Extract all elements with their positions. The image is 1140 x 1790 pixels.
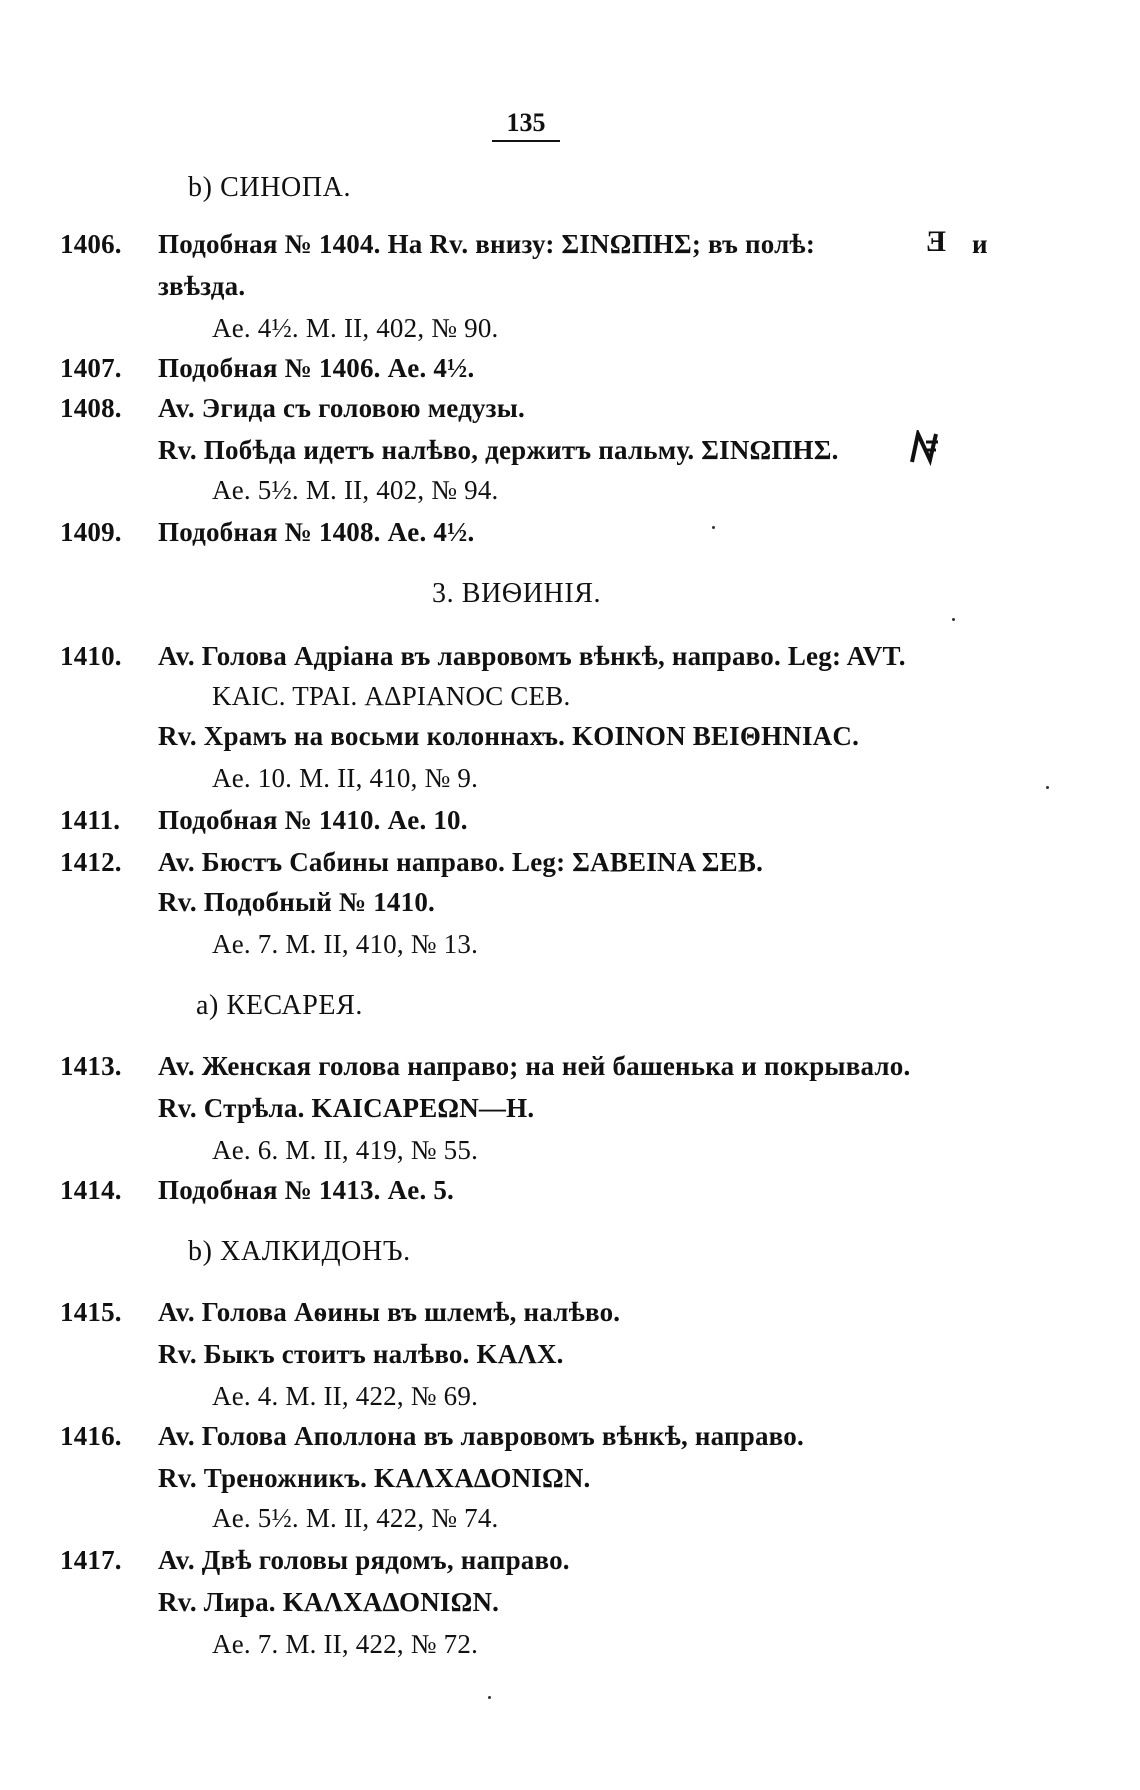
heading-sinope: b) СИНОПА.: [188, 172, 352, 203]
entry-1408-av: [60, 392, 525, 424]
entry-1411: [60, 804, 468, 836]
entry-text: Подобная № 1410. Ae. 10.: [158, 805, 468, 835]
entry-number: 1415.: [60, 1297, 122, 1327]
entry-text: Av. Эгида съ головою медузы.: [158, 393, 525, 423]
heading-bithynia: 3. ВИѲИНІЯ.: [432, 578, 602, 609]
entry-text: Av. Голова Аполлона въ лавровомъ вѣнкѣ, направо.: [158, 1421, 804, 1451]
entry-1417-rv: Rv. Лира. ΚΑΛΧΑΔΟΝΙΩΝ.: [158, 1587, 500, 1617]
page-number: 135: [492, 108, 560, 142]
entry-1416-av: [60, 1420, 804, 1452]
entry-number: 1414.: [60, 1175, 122, 1205]
entry-number: 1408.: [60, 393, 122, 423]
entry-text: Av. Голова Аѳины въ шлемѣ, налѣво.: [158, 1297, 621, 1327]
entry-text: Подобная № 1408. Ae. 4½.: [158, 517, 475, 547]
scan-speck: [488, 1696, 491, 1699]
entry-number: 1409.: [60, 517, 122, 547]
scan-speck: [712, 526, 715, 529]
entry-1416-rv: Rv. Треножникъ. ΚΑΛΧΑΔΟΝΙΩΝ.: [158, 1463, 591, 1493]
entry-number: 1407.: [60, 353, 122, 383]
entry-1412-rv: Rv. Подобный № 1410.: [158, 887, 435, 917]
entry-1416-reference: Ae. 5½. M. II, 422, № 74.: [212, 1503, 499, 1533]
entry-1410-reference: Ae. 10. M. II, 410, № 9.: [212, 763, 479, 793]
entry-1408-reference: Ae. 5½. M. II, 402, № 94.: [212, 475, 499, 505]
entry-1408-rv: Rv. Побѣда идетъ налѣво, держитъ пальму. ΣΙΝΩΠΗΣ.: [158, 435, 839, 465]
entry-1410-av-legend: KAIC. TPAI. ΑΔΡΙΑΝΟC CΕB.: [212, 681, 571, 711]
entry-1417-reference: Ae. 7. M. II, 422, № 72.: [212, 1629, 479, 1659]
entry-number: 1410.: [60, 641, 122, 671]
entry-1406-reference: Ae. 4½. M. II, 402, № 90.: [212, 313, 499, 343]
scan-speck: [952, 618, 955, 621]
entry-1417-av: [60, 1544, 570, 1576]
entry-text: Av. Женская голова направо; на ней башенька и покрывало.: [158, 1051, 911, 1081]
entry-1409: [60, 516, 474, 548]
entry-number: 1406.: [60, 229, 122, 259]
heading-chalcedon: b) ХАЛКИДОНЪ.: [188, 1236, 411, 1267]
entry-1415-av: [60, 1296, 620, 1328]
entry-number: 1411.: [60, 805, 121, 835]
entry-number: 1416.: [60, 1421, 122, 1451]
monogram-e-mark: E: [926, 225, 947, 258]
entry-text: Подобная № 1404. На Rv. внизу: ΣΙΝΩΠΗΣ; въ полѣ:: [158, 229, 816, 259]
entry-1413-reference: Ae. 6. M. II, 419, № 55.: [212, 1135, 479, 1165]
entry-1410-rv: Rv. Храмъ на восьми колоннахъ. KOINON BΕIΘHNIAC.: [158, 721, 860, 751]
entry-1415-rv: Rv. Быкъ стоитъ налѣво. ΚΑΛΧ.: [158, 1339, 564, 1369]
entry-1414: [60, 1174, 454, 1206]
entry-1410-av: [60, 640, 906, 672]
entry-text: Подобная № 1406. Ae. 4½.: [158, 353, 475, 383]
scan-speck: [1046, 786, 1049, 789]
entry-1413-rv: Rv. Стрѣла. KAICAPEΩN—H.: [158, 1093, 535, 1123]
entry-text: Подобная № 1413. Ae. 5.: [158, 1175, 455, 1205]
monogram-ne-mark: [908, 430, 940, 466]
entry-1412-reference: Ae. 7. M. II, 410, № 13.: [212, 929, 479, 959]
entry-1415-reference: Ae. 4. M. II, 422, № 69.: [212, 1381, 479, 1411]
entry-1406-line2: звѣзда.: [158, 271, 246, 301]
entry-1406-line1: [60, 228, 815, 260]
entry-number: 1417.: [60, 1545, 122, 1575]
entry-number: 1412.: [60, 847, 122, 877]
entry-number: 1413.: [60, 1051, 122, 1081]
entry-1406-line1-end: и: [972, 229, 988, 259]
entry-text: Av. Голова Адріана въ лавровомъ вѣнкѣ, направо. Leg: AVT.: [158, 641, 906, 671]
entry-1412-av: [60, 846, 763, 878]
entry-1407: [60, 352, 474, 384]
entry-1413-av: [60, 1050, 910, 1082]
heading-caesarea: a) КЕСАРЕЯ.: [196, 990, 363, 1021]
entry-text: Av. Двѣ головы рядомъ, направо.: [158, 1545, 570, 1575]
entry-text: Av. Бюстъ Сабины направо. Leg: ΣΑΒΕΙΝΑ ΣΕΒ.: [158, 847, 764, 877]
